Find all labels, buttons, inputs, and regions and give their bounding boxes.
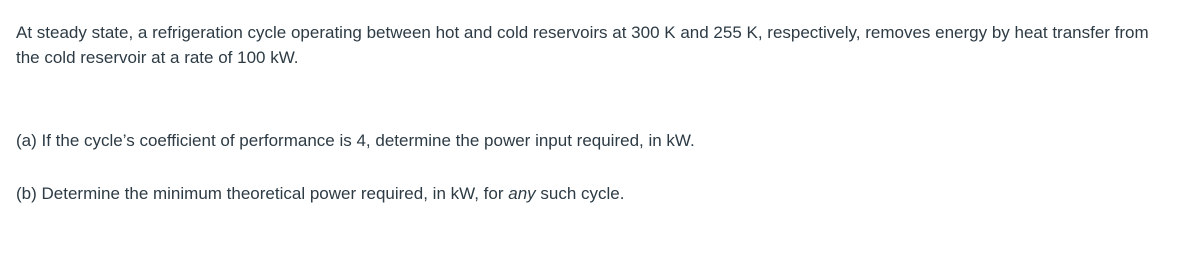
part-b-emphasis: any xyxy=(508,184,536,203)
part-b-text-before: (b) Determine the minimum theoretical power required, in kW, for xyxy=(16,184,509,203)
part-b-text-after: such cycle. xyxy=(535,184,625,203)
problem-intro-text: At steady state, a refrigeration cycle operating between hot and cold reservoirs at 300 K and 255 K, respectively, removes energy by heat transfer from the cold reservoir at a rate of 100 kW. xyxy=(16,23,1149,67)
part-a-question: (a) If the cycle’s coefficient of performance is 4, determine the power input required, in kW. xyxy=(16,131,695,150)
part-b-question xyxy=(16,181,1166,206)
problem-statement xyxy=(16,20,1166,206)
